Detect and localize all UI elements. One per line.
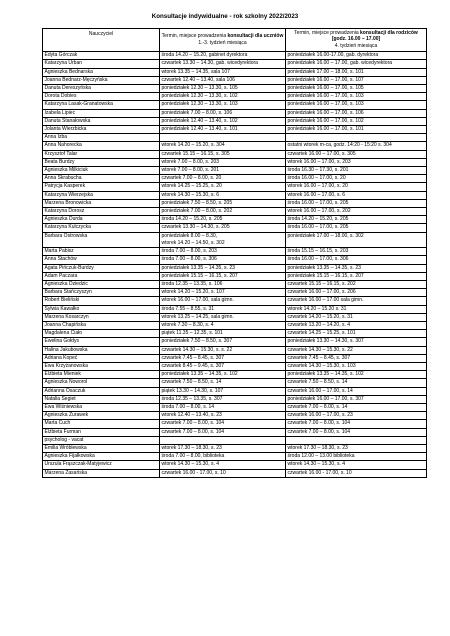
- parents-cell: ostatni wtorek m-ca, godz. 14:20 - 15:20 s. 304: [286, 142, 427, 150]
- students-cell: wtorek 7.00 – 8.00, s. 201: [160, 167, 286, 175]
- teacher-cell: Marta Pabisz: [43, 248, 160, 256]
- teacher-cell: Marzena Bronowicka: [43, 199, 160, 207]
- teacher-cell: Katarzyna Lasak-Granatowska: [43, 101, 160, 109]
- students-cell: środa 12.35 – 13.35, s. 106: [160, 280, 286, 288]
- teacher-cell: Patrycja Kasperek: [43, 183, 160, 191]
- table-row: [43, 109, 427, 117]
- teacher-cell: Agnieszka Bednarska: [43, 68, 160, 76]
- parents-cell: [286, 134, 427, 142]
- table-row: [43, 216, 427, 224]
- table-row: [43, 469, 427, 477]
- parents-cell: poniedziałek 16.00 – 17.00, s. 307: [286, 395, 427, 403]
- teacher-cell: Agnieszka Durda: [43, 216, 160, 224]
- students-cell: czwartek 7.45 – 8.45, s. 307: [160, 354, 286, 362]
- parents-cell: wtorek 16.00 – 17.00, s. 203: [286, 158, 427, 166]
- table-row: [43, 85, 427, 93]
- teacher-cell: Edyta Górczak: [43, 52, 160, 60]
- students-cell: środa 14.20 – 15.20, s. 205: [160, 216, 286, 224]
- table-row: [43, 379, 427, 387]
- teacher-cell: Anna Stachów: [43, 256, 160, 264]
- table-row: [43, 420, 427, 428]
- parents-cell: czwartek 7.45 – 8.45, s. 307: [286, 354, 427, 362]
- parents-cell: poniedziałek 16.00 – 17.00, s. 103: [286, 93, 427, 101]
- teacher-cell: Agnieszka Żurawek: [43, 412, 160, 420]
- parents-cell: wtorek 16.00 – 17.00, s. 202: [286, 208, 427, 216]
- students-cell: wtorek 16.00 – 17.00, sala gimn.: [160, 297, 286, 305]
- table-row: [43, 354, 427, 362]
- parents-cell: wtorek 16.00 – 17.00, s. 20: [286, 183, 427, 191]
- teacher-cell: Adriana Kopeć: [43, 354, 160, 362]
- teacher-cell: Agnieszka Noworol: [43, 379, 160, 387]
- students-cell: poniedziałek 13.35 – 14.35, s. 23: [160, 264, 286, 272]
- parents-cell: środa 16.00 – 17.00, s. 205: [286, 224, 427, 232]
- teacher-cell: Anna Izba: [43, 134, 160, 142]
- parents-cell: czwartek 7.00 – 8.00, s. 104: [286, 420, 427, 428]
- students-cell: [160, 134, 286, 142]
- students-cell: poniedziałek 15.15 – 16.15, s. 207: [160, 272, 286, 280]
- students-cell: poniedziałek 12.30 – 13.30, s. 105: [160, 85, 286, 93]
- students-cell: wtorek 7.30 – 8.30, s. 4: [160, 321, 286, 329]
- teacher-cell: Emilia Wróblewska: [43, 444, 160, 452]
- table-row: [43, 232, 427, 247]
- table-row: [43, 297, 427, 305]
- students-cell: czwartek 7.00 – 8.00, s. 20: [160, 175, 286, 183]
- students-cell: [160, 436, 286, 444]
- parents-cell: poniedziałek 16.00 – 17.00, s. 102: [286, 117, 427, 125]
- students-cell: czwartek 7.00 – 8.00, s. 104: [160, 420, 286, 428]
- table-row: [43, 248, 427, 256]
- table-row: [43, 60, 427, 68]
- teacher-cell: Natalia Segiet: [43, 395, 160, 403]
- teacher-cell: Urszula Frąszczak-Matyjewicz: [43, 461, 160, 469]
- students-cell: wtorek 13.25 – 14.25, sala gimn.: [160, 313, 286, 321]
- students-cell: poniedziałek 13.35 – 14.35, s. 102: [160, 371, 286, 379]
- students-cell: poniedziałek 12.30 – 13.30, s. 102: [160, 93, 286, 101]
- parents-cell: środa 16.00 – 17.00, s. 306: [286, 256, 427, 264]
- consultation-table: [42, 28, 427, 478]
- students-cell: czwartek 8.45 – 9.45, s. 307: [160, 362, 286, 370]
- table-row: [43, 444, 427, 452]
- table-row: [43, 208, 427, 216]
- teacher-cell: Katarzyna Dorosz: [43, 208, 160, 216]
- header-students: Termin, miejsce prowadzenia konsultacji dla uczniów 1.-3. tydzień miesiąca: [160, 29, 286, 52]
- teacher-cell: Marzena Kosarczyn: [43, 313, 160, 321]
- students-cell: czwartek 16.00 - 17.00, s. 10: [160, 469, 286, 477]
- table-row: [43, 436, 427, 444]
- teacher-cell: Katarzyna Urban: [43, 60, 160, 68]
- students-cell: wtorek 7.00 – 8.00, s. 203: [160, 158, 286, 166]
- table-row: [43, 264, 427, 272]
- teacher-cell: Katarzyna Kulczycka: [43, 224, 160, 232]
- table-row: [43, 76, 427, 84]
- teacher-cell: Agnieszka Fijałkowska: [43, 453, 160, 461]
- parents-cell: poniedziałek 16.00 – 17.00, s. 105: [286, 85, 427, 93]
- table-row: [43, 453, 427, 461]
- teacher-cell: Agata Pińczuk-Burdzy: [43, 264, 160, 272]
- table-row: [43, 313, 427, 321]
- teacher-cell: Agnieszka Dziedzic: [43, 280, 160, 288]
- students-cell: środa 12.35 – 13.35, s. 307: [160, 395, 286, 403]
- parents-cell: środa 16.00 – 17.00, s. 20: [286, 175, 427, 183]
- teacher-cell: Barbara Ostrowska: [43, 232, 160, 247]
- table-row: [43, 68, 427, 76]
- parents-cell: [286, 436, 427, 444]
- teacher-cell: Robert Bieliński: [43, 297, 160, 305]
- students-cell: czwartek 15.15 – 16.15, s. 305: [160, 150, 286, 158]
- table-row: [43, 461, 427, 469]
- teacher-cell: Krzysztof Talar: [43, 150, 160, 158]
- teacher-cell: Danuta Dereszyńska: [43, 85, 160, 93]
- students-cell: środa 14.20 – 15.20, gabinet dyrektora: [160, 52, 286, 60]
- parents-cell: czwartek 14.25 – 15.25, s. 101: [286, 330, 427, 338]
- teacher-cell: Barbara Stańczyszyn: [43, 289, 160, 297]
- students-cell: środa 7.00 – 8.00, biblioteka: [160, 453, 286, 461]
- table-body: [43, 52, 427, 478]
- parents-cell: środa 16.00 – 17.00, s. 205: [286, 199, 427, 207]
- students-cell: wtorek 14.25 – 15.25, s. 20: [160, 183, 286, 191]
- students-cell: środa 7.00 – 8.00, s. 14: [160, 403, 286, 411]
- parents-cell: środa 12.00 – 13.00 biblioteka: [286, 453, 427, 461]
- teacher-cell: Ewa Krzyżanowska: [43, 362, 160, 370]
- students-cell: poniedziałek 12.30 – 13.30, s. 103: [160, 101, 286, 109]
- header-teacher: Nauczyciel: [43, 29, 160, 52]
- students-cell: czwartek 13.30 – 14.30, gab. wicedyrektora: [160, 60, 286, 68]
- table-header-row: [43, 29, 427, 52]
- parents-cell: czwartek 16.00 – 17.00, s. 206: [286, 289, 427, 297]
- students-cell: środa 7.55 – 8.55, s. 31: [160, 305, 286, 313]
- table-row: [43, 167, 427, 175]
- teacher-cell: Marta Cuch: [43, 420, 160, 428]
- parents-cell: poniedziałek 16.00 – 17.00, s. 103: [286, 101, 427, 109]
- parents-cell: poniedziałek 13.30 – 14.30, s. 307: [286, 338, 427, 346]
- students-cell: poniedziałek 7.50 – 8.50, s. 205: [160, 199, 286, 207]
- parents-cell: czwartek 16.00 – 17.00, s. 305: [286, 150, 427, 158]
- parents-cell: czwartek 14.30 – 15.30, s. 22: [286, 346, 427, 354]
- document-title: Konsultacje indywidualne - rok szkolny 2022/2023: [151, 13, 299, 20]
- parents-cell: poniedziałek 13.35 – 14.35, s. 23: [286, 264, 427, 272]
- students-cell: poniedziałek 7.00 – 8.00, s. 202: [160, 208, 286, 216]
- teacher-cell: Elżbieta Mieniek: [43, 371, 160, 379]
- table-row: [43, 134, 427, 142]
- parents-cell: czwartek 14.20 – 15.20, s. 31: [286, 313, 427, 321]
- table-row: [43, 52, 427, 60]
- table-row: [43, 412, 427, 420]
- parents-cell: czwartek 16.00 – 17.00, s. 23: [286, 412, 427, 420]
- students-cell: poniedziałek 12.40 – 13.40, s. 101: [160, 126, 286, 134]
- teacher-cell: Agnieszka Milkiciuk: [43, 167, 160, 175]
- students-cell: czwartek 12.40 – 13.40, sala 106: [160, 76, 286, 84]
- students-cell: wtorek 17.30 – 18.30, s. 23: [160, 444, 286, 452]
- parents-cell: czwartek 7.00 – 8.00, s. 104: [286, 428, 427, 436]
- table-row: [43, 338, 427, 346]
- students-cell: wtorek 13.35 – 14.35, sala 107: [160, 68, 286, 76]
- table-row: [43, 305, 427, 313]
- students-cell: poniedziałek 12.40 – 13.40, s. 102: [160, 117, 286, 125]
- teacher-cell: Anna Nahorecka: [43, 142, 160, 150]
- students-cell: czwartek 13.30 – 14.30, s. 205: [160, 224, 286, 232]
- students-cell: piątek 13.30 – 14.30, s. 107: [160, 387, 286, 395]
- students-cell: wtorek 14.20 – 15.20, s. 304: [160, 142, 286, 150]
- students-cell: środa 7.00 – 8.00, s. 203: [160, 248, 286, 256]
- parents-cell: czwartek 16.00 – 17.00, s. 14: [286, 387, 427, 395]
- students-cell: poniedziałek 8.00 – 8.30, wtorek 14.20 – 14.50, s. 302: [160, 232, 286, 247]
- table-row: [43, 142, 427, 150]
- students-cell: czwartek 7.50 – 8.50, s. 14: [160, 379, 286, 387]
- table-row: [43, 280, 427, 288]
- teacher-cell: Sylwia Kawałko: [43, 305, 160, 313]
- parents-cell: czwartek 13.20 – 14.20, s. 4: [286, 321, 427, 329]
- parents-cell: czwartek 15.15 – 16.15, s. 202: [286, 280, 427, 288]
- parents-cell: poniedziałek 16.00 – 17.00, s. 101: [286, 126, 427, 134]
- teacher-cell: Joanna Chapińska: [43, 321, 160, 329]
- table-row: [43, 272, 427, 280]
- parents-cell: poniedziałek 17.00 – 18.00, s. 302: [286, 232, 427, 247]
- teacher-cell: Adrianna Osaczuk: [43, 387, 160, 395]
- teacher-cell: Dorota Dobies: [43, 93, 160, 101]
- table-row: [43, 191, 427, 199]
- students-cell: środa 7.00 – 8.00, s. 306: [160, 256, 286, 264]
- parents-cell: wtorek 17.30 – 18.30, s. 23: [286, 444, 427, 452]
- parents-cell: czwartek 7.50 – 8.50, s. 14: [286, 379, 427, 387]
- students-cell: piątek 11.35 – 12.35, s. 101: [160, 330, 286, 338]
- teacher-cell: Danuta Stanałowska: [43, 117, 160, 125]
- teacher-cell: Ewelina Gołdys: [43, 338, 160, 346]
- parents-cell: poniedziałek 17.00 – 18.00, s. 101: [286, 68, 427, 76]
- table-row: [43, 224, 427, 232]
- table-row: [43, 362, 427, 370]
- header-parents: Termin, miejsce prowadzenia konsultacji dla rodziców [godz. 16.00 – 17.00] 4. tydzień miesiąca: [286, 29, 427, 52]
- table-row: [43, 371, 427, 379]
- table-row: [43, 395, 427, 403]
- students-cell: poniedziałek 7.50 – 8.50, s. 307: [160, 338, 286, 346]
- parents-cell: środa 16.30 – 17.30, s. 201: [286, 167, 427, 175]
- teacher-cell: Halina Jakubowska: [43, 346, 160, 354]
- table-row: [43, 183, 427, 191]
- parents-cell: poniedziałek 16.00 – 17.00, s. 106: [286, 109, 427, 117]
- students-cell: poniedziałek 7.00 – 8.00, s. 106: [160, 109, 286, 117]
- students-cell: wtorek 14.30 – 15.30, s. 4: [160, 461, 286, 469]
- table-row: [43, 175, 427, 183]
- teacher-cell: Izabela Lipiec: [43, 109, 160, 117]
- teacher-cell: Elżbieta Furman: [43, 428, 160, 436]
- table-row: [43, 199, 427, 207]
- table-row: [43, 150, 427, 158]
- parents-cell: środa 15.15 – 16.15, s. 203: [286, 248, 427, 256]
- parents-cell: wtorek 14.30 – 15.30, s. 4: [286, 461, 427, 469]
- parents-cell: poniedziałek 16.00-17.00, gab. dyrektora: [286, 52, 427, 60]
- teacher-cell: Anna Skrabucha: [43, 175, 160, 183]
- parents-cell: wtorek 14.20 – 15.20 s. 31: [286, 305, 427, 313]
- table-row: [43, 321, 427, 329]
- parents-cell: poniedziałek 15.15 – 16.15, s. 207: [286, 272, 427, 280]
- parents-cell: poniedziałek 13.35 – 14.35, s. 102: [286, 371, 427, 379]
- teacher-cell: psycholog - vacat: [43, 436, 160, 444]
- parents-cell: czwartek 14.30 – 15.30, s. 103: [286, 362, 427, 370]
- table-row: [43, 126, 427, 134]
- table-row: [43, 117, 427, 125]
- teacher-cell: Katarzyna Wierzejska: [43, 191, 160, 199]
- table-row: [43, 101, 427, 109]
- table-row: [43, 330, 427, 338]
- students-cell: wtorek 12.40 – 13.40, s. 23: [160, 412, 286, 420]
- parents-cell: wtorek 16.00 – 17.00, s. 6: [286, 191, 427, 199]
- students-cell: czwartek 7.00 – 8.00, s. 104: [160, 428, 286, 436]
- table-row: [43, 428, 427, 436]
- parents-cell: poniedziałek 16.00 – 17.00, gab. wicedyrektora: [286, 60, 427, 68]
- teacher-cell: Jolanta Wierzbicka: [43, 126, 160, 134]
- teacher-cell: Ewa Wiśniewska: [43, 403, 160, 411]
- parents-cell: czwartek 7.00 – 8.00, s. 14: [286, 403, 427, 411]
- students-cell: wtorek 14.20 – 15.20, s. 107: [160, 289, 286, 297]
- teacher-cell: Adam Paczara: [43, 272, 160, 280]
- table-row: [43, 93, 427, 101]
- parents-cell: czwartek 16.00 - 17.00, s. 10: [286, 469, 427, 477]
- students-cell: czwartek 14.30 – 15.30, s. s. 22: [160, 346, 286, 354]
- teacher-cell: Joanna Bednarz-Męczyńska: [43, 76, 160, 84]
- table-row: [43, 387, 427, 395]
- table-row: [43, 158, 427, 166]
- teacher-cell: Marzena Zasańska: [43, 469, 160, 477]
- table-row: [43, 289, 427, 297]
- parents-cell: poniedziałek 16.00 – 17.00, s. 107: [286, 76, 427, 84]
- table-row: [43, 256, 427, 264]
- parents-cell: środa 14.20 – 15.20, s. 205: [286, 216, 427, 224]
- students-cell: wtorek 14.30 – 15.30, s. 6: [160, 191, 286, 199]
- teacher-cell: Beata Burdzy: [43, 158, 160, 166]
- teacher-cell: Magdalena Ciało: [43, 330, 160, 338]
- parents-cell: czwartek 16.00 – 17.00 sala gimn.: [286, 297, 427, 305]
- table-row: [43, 403, 427, 411]
- table-row: [43, 346, 427, 354]
